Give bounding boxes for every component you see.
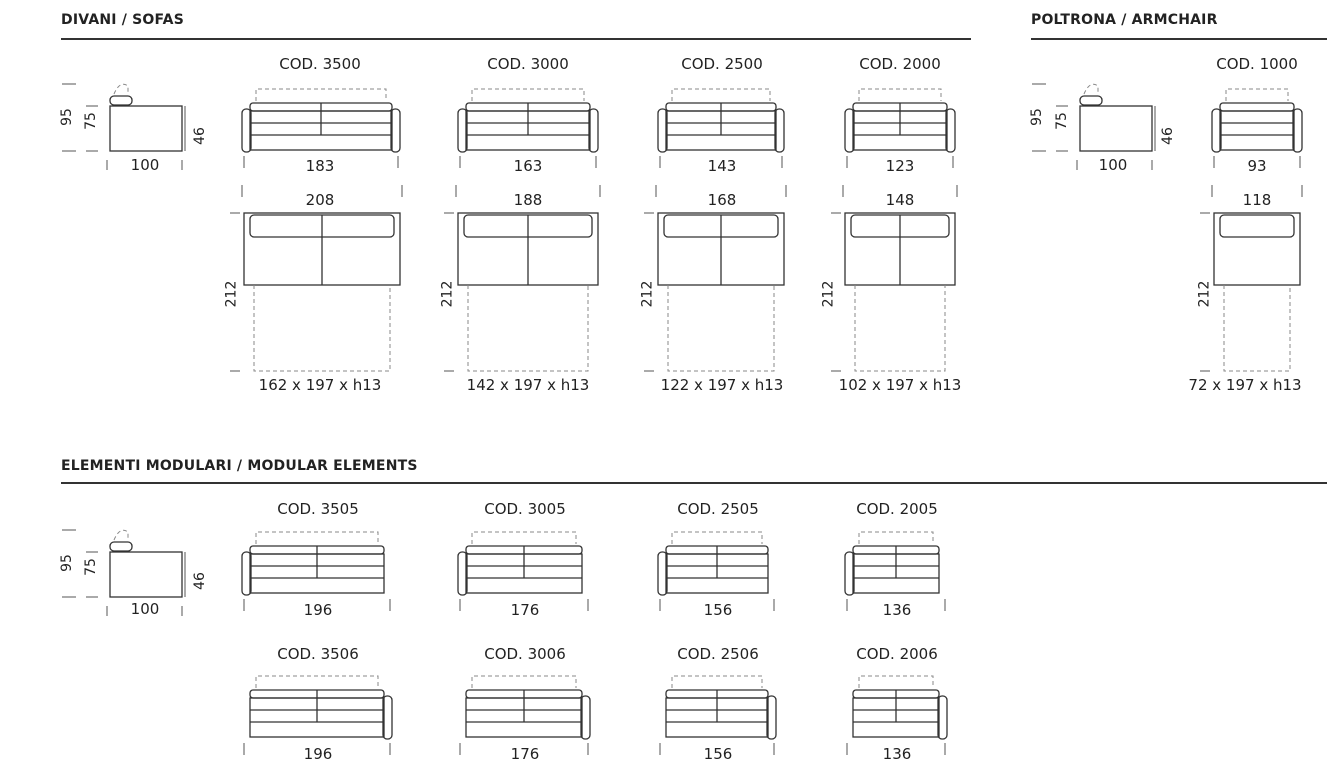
profile-seat-block [110, 552, 182, 597]
modular-width-2505: 156 [703, 601, 733, 619]
sofas-section-title: DIVANI / SOFAS [61, 12, 184, 28]
profile-depth-sofas: 100 [130, 156, 160, 174]
sofa-top-3-bed-outline [855, 285, 945, 371]
modular-code-2505: COD. 2505 [677, 500, 759, 518]
profile-headrest-dashed [1084, 84, 1098, 94]
sofa-depth-2500: 212 [639, 280, 656, 308]
sofa-depth-2000: 212 [820, 280, 837, 308]
front-view-drawings [242, 89, 1302, 168]
modular-code-2506: COD. 2506 [677, 645, 759, 663]
profile-headrest-dashed [114, 530, 128, 540]
modular-section-title: ELEMENTI MODULARI / MODULAR ELEMENTS [61, 458, 418, 474]
sofa-top-width-2000: 148 [885, 191, 915, 209]
sofa-front-0-dashed-recline [256, 89, 386, 101]
sofa-front-width-3500: 183 [305, 157, 335, 175]
sofa-code-2500: COD. 2500 [681, 55, 763, 73]
profile-headrest [110, 542, 132, 551]
profile-headrest [110, 96, 132, 105]
modular-right-2-dashed-recline [672, 676, 762, 688]
armchair-section-title: POLTRONA / ARMCHAIR [1031, 12, 1218, 28]
modular-right-1-dashed-recline [472, 676, 576, 688]
sofa-front-width-3000: 163 [513, 157, 543, 175]
sofa-top-width-3500: 208 [305, 191, 335, 209]
armchair-front-width: 93 [1247, 157, 1267, 175]
modular-width-2006: 136 [882, 745, 912, 763]
modular-width-2506: 156 [703, 745, 733, 763]
armchair-top-top-outline [1214, 213, 1300, 285]
profile-height-seat-modular: 46 [191, 572, 208, 590]
sofa-depth-3000: 212 [439, 280, 456, 308]
sofa-top-2-bed-outline [668, 285, 774, 371]
profile-depth-modular: 100 [130, 600, 160, 618]
profile-height-total-armchair: 95 [1028, 108, 1045, 126]
modular-width-3505: 196 [303, 601, 333, 619]
profile-height-back-modular: 75 [82, 558, 99, 576]
modular-width-3506: 196 [303, 745, 333, 763]
sofa-top-width-2500: 168 [707, 191, 737, 209]
modular-left-0-dashed-recline [256, 532, 378, 544]
profile-seat-block [110, 106, 182, 151]
modular-code-2006: COD. 2006 [856, 645, 938, 663]
modular-code-3006: COD. 3006 [484, 645, 566, 663]
profile-seat-block [1080, 106, 1152, 151]
modular-left-3-dashed-recline [859, 532, 933, 544]
profile-height-total-modular: 95 [58, 554, 75, 572]
armchair-front-dashed-recline [1226, 89, 1288, 101]
sofa-top-0-bed-outline [254, 285, 390, 371]
profile-height-seat-armchair: 46 [1159, 127, 1176, 145]
modular-code-3005: COD. 3005 [484, 500, 566, 518]
sofa-top-width-3000: 188 [513, 191, 543, 209]
side-profile-drawings [62, 84, 1155, 616]
profile-headrest [1080, 96, 1102, 105]
armchair-depth: 212 [1196, 280, 1213, 308]
profile-height-total-sofas: 95 [58, 108, 75, 126]
sofa-front-1-dashed-recline [472, 89, 584, 101]
sofa-depth-3500: 212 [223, 280, 240, 308]
sofa-bed-3500: 162 x 197 x h13 [258, 376, 382, 394]
sofa-bed-2500: 122 x 197 x h13 [660, 376, 784, 394]
sofa-code-3000: COD. 3000 [487, 55, 569, 73]
sofa-front-2-dashed-recline [672, 89, 770, 101]
profile-height-back-sofas: 75 [82, 112, 99, 130]
sofa-top-1-bed-outline [468, 285, 588, 371]
sofa-bed-3000: 142 x 197 x h13 [466, 376, 590, 394]
armchair-top-bed-outline [1224, 285, 1290, 371]
sofa-front-width-2000: 123 [885, 157, 915, 175]
sofa-code-3500: COD. 3500 [279, 55, 361, 73]
armchair-front-body [1220, 111, 1294, 150]
profile-headrest-dashed [114, 84, 128, 94]
armchair-bed: 72 x 197 x h13 [1188, 376, 1302, 394]
profile-depth-armchair: 100 [1098, 156, 1128, 174]
modular-code-3506: COD. 3506 [277, 645, 359, 663]
sofa-front-width-2500: 143 [707, 157, 737, 175]
profile-height-seat-sofas: 46 [191, 127, 208, 145]
modular-right-0-dashed-recline [256, 676, 378, 688]
modular-code-2005: COD. 2005 [856, 500, 938, 518]
armchair-front-headrest [1220, 103, 1294, 111]
modular-right-3-dashed-recline [859, 676, 933, 688]
modular-width-3005: 176 [510, 601, 540, 619]
modular-left-2-dashed-recline [672, 532, 762, 544]
sofa-front-3-dashed-recline [859, 89, 941, 101]
modular-width-3006: 176 [510, 745, 540, 763]
armchair-top-top-back [1220, 215, 1294, 237]
profile-height-back-armchair: 75 [1053, 112, 1070, 130]
modular-front-drawings [242, 532, 947, 755]
top-view-drawings [230, 185, 1302, 371]
sofa-bed-2000: 102 x 197 x h13 [838, 376, 962, 394]
modular-code-3505: COD. 3505 [277, 500, 359, 518]
armchair-top-width: 118 [1242, 191, 1272, 209]
sofa-code-2000: COD. 2000 [859, 55, 941, 73]
modular-left-1-dashed-recline [472, 532, 576, 544]
armchair-code-1000: COD. 1000 [1216, 55, 1298, 73]
modular-width-2005: 136 [882, 601, 912, 619]
